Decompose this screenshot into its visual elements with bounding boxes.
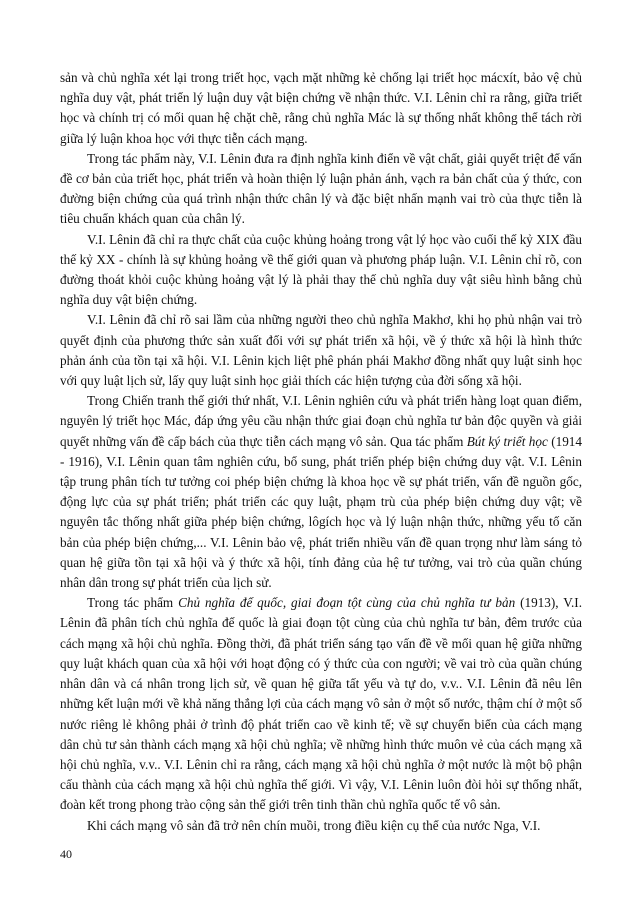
book-title-but-ky-triet-hoc: Bút ký triết học bbox=[466, 433, 548, 449]
paragraph-1: sản và chủ nghĩa xét lại trong triết học, vạch mặt những kẻ chống lại triết học mácxít, bảo vệ chủ nghĩa duy vật, phát triển lý luận duy vật biện chứng về nhận thức. V.I. Lênin chỉ ra rằng, giữa triết học và chính trị có mối quan hệ chặt chẽ, rằng chủ nghĩa Mác là sự thống nhất không thể tách rời giữa lý luận khoa học với thực tiễn cách mạng. bbox=[60, 70, 582, 146]
page-number: 40 bbox=[60, 847, 72, 861]
paragraph-4: V.I. Lênin đã chỉ rõ sai lầm của những người theo chủ nghĩa Makhơ, khi họ phủ nhận vai trò quyết định của phương thức sản xuất đối với sự phát triển xã hội, về ý thức xã hội là hình thức phản ánh của tồn tại xã hội. V.I. Lênin kịch liệt phê phán phái Makhơ đồng nhất quy luật sinh học với quy luật lịch sử, lấy quy luật sinh học giải thích các hiện tượng của đời sống xã hội. bbox=[60, 312, 582, 389]
paragraph-6-text-after: (1913), V.I. Lênin đã phân tích chủ nghĩa đế quốc là giai đoạn tột cùng của chủ nghĩa tư bản, đêm trước của cách mạng xã hội chủ nghĩa. Đồng thời, đã phát triển sáng tạo vấn đề về mối quan hệ giữa những quy luật khách quan của xã hội với hoạt động có ý thức của con người; về vai trò của quần chúng nhân dân và cá nhân trong lịch sử, về quan hệ giữa tất yếu và tự do, v.v.. V.I. Lênin đã nêu lên những kết luận mới về khả năng thắng lợi của cách mạng vô sản ở một số nước, thậm chí ở một số nước riêng lẻ không phải ở trình độ phát triển cao về kinh tế; về sự chuyển biến của cách mạng dân chủ tư sản thành cách mạng xã hội chủ nghĩa; về những hình thức muôn vẻ của cách mạng xã hội chủ nghĩa, v.v.. V.I. Lênin chỉ ra rằng, cách mạng xã hội chủ nghĩa ở một nước là một bộ phận cấu thành của cách mạng xã hội chủ nghĩa thế giới. Vì vậy, V.I. Lênin luôn đòi hỏi sự thống nhất, đoàn kết trong phong trào cộng sản thế giới trên tinh thần chủ nghĩa quốc tế vô sản. bbox=[60, 595, 582, 813]
paragraph-6 bbox=[60, 593, 582, 815]
paragraph-5 bbox=[60, 391, 582, 593]
book-title-chu-nghia-de-quoc: Chủ nghĩa đế quốc, giai đoạn tột cùng của chủ nghĩa tư bản bbox=[178, 595, 516, 611]
paragraph-5-text-after: (1914 - 1916), V.I. Lênin quan tâm nghiên cứu, bổ sung, phát triển phép biện chứng duy vật. V.I. Lênin tập trung phân tích tư tưởng coi phép biện chứng là khoa học về sự phát triển, vấn đề nguồn gốc, động lực của sự phát triển; phát triển các quy luật, phạm trù của phép biện chứng duy vật; về nguyên tắc thống nhất giữa phép biện chứng, lôgích học và lý luận nhận thức, những yếu tố căn bản của phép biện chứng,... V.I. Lênin bảo vệ, phát triển nhiều vấn đề quan trọng như làm sáng tỏ quan hệ giữa tồn tại xã hội và ý thức xã hội, tính đảng của hệ tư tưởng, vai trò của quần chúng nhân dân trong sự phát triển của lịch sử. bbox=[60, 433, 582, 591]
paragraph-3: V.I. Lênin đã chỉ ra thực chất của cuộc khủng hoảng trong vật lý học vào cuối thế kỷ XIX đầu thế kỷ XX - chính là sự khủng hoảng về thế giới quan và phương pháp luận. V.I. Lênin chỉ rõ, con đường thoát khỏi cuộc khủng hoảng vật lý là phải thay thế chủ nghĩa duy vật siêu hình bằng chủ nghĩa duy vật biện chứng. bbox=[60, 231, 582, 308]
paragraph-2: Trong tác phẩm này, V.I. Lênin đưa ra định nghĩa kinh điển về vật chất, giải quyết triệt để vấn đề cơ bản của triết học, phát triển và hoàn thiện lý luận phản ánh, vạch ra bản chất của ý thức, con đường biện chứng của quá trình nhận thức chân lý và đặc biệt nhấn mạnh vai trò của thực tiễn là tiêu chuẩn khách quan của chân lý. bbox=[60, 150, 582, 227]
paragraph-5-text-before: Trong Chiến tranh thế giới thứ nhất, V.I. Lênin nghiên cứu và phát triển hàng loạt quan điểm, nguyên lý triết học Mác, đáp ứng yêu cầu nhận thức giai đoạn chủ nghĩa tư bản độc quyền và giải quyết những vấn đề cấp bách của thực tiễn cách mạng vô sản. Qua tác phẩm bbox=[60, 393, 582, 449]
page-body bbox=[60, 68, 582, 836]
paragraph-7: Khi cách mạng vô sản đã trở nên chín muồi, trong điều kiện cụ thể của nước Nga, V.I. bbox=[87, 817, 541, 833]
paragraph-6-text-before: Trong tác phẩm bbox=[87, 595, 179, 611]
